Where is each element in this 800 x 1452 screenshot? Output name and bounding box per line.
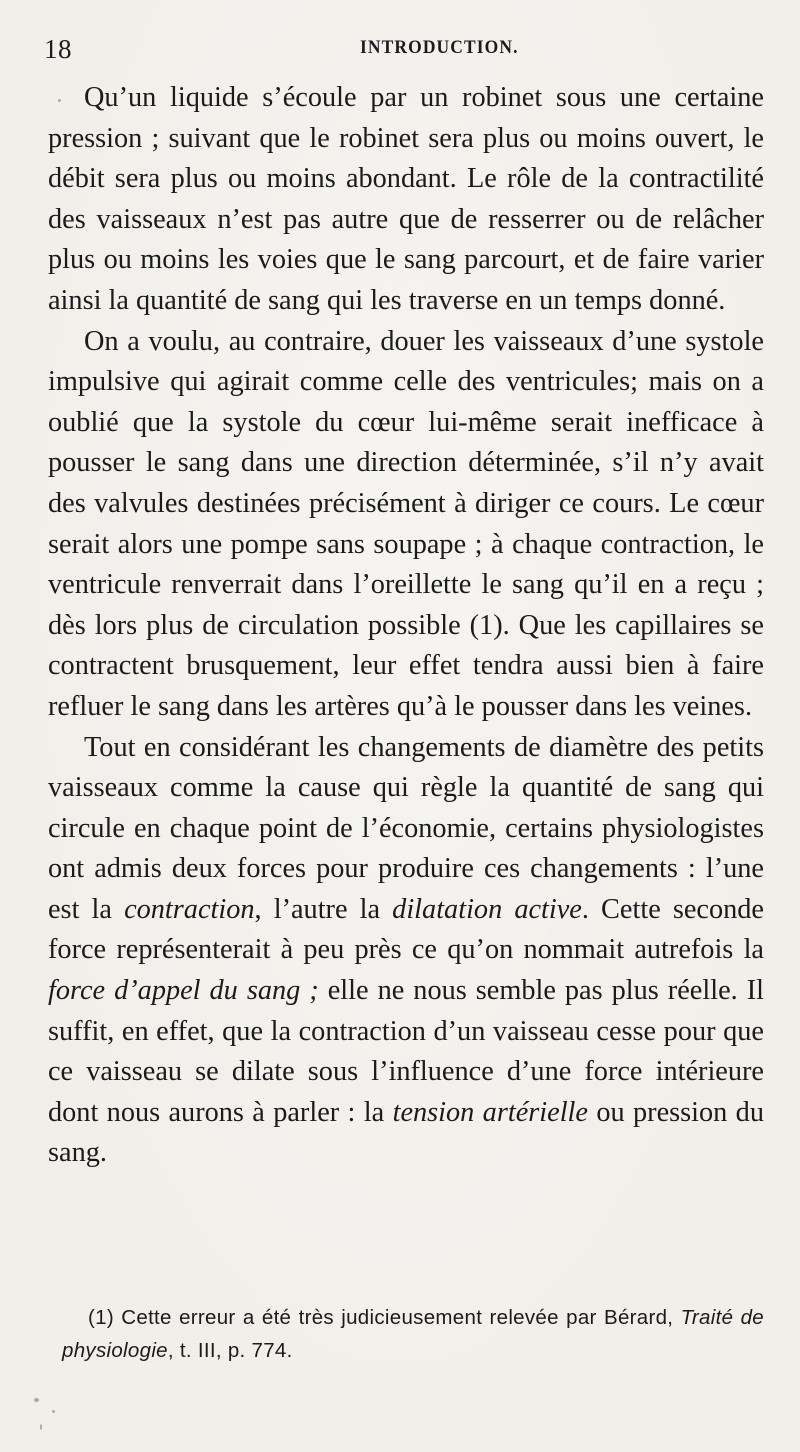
italic-term-contraction: contraction [124, 893, 255, 925]
text-segment: Tout en considérant les changements de diamètre des petits vaisseaux comme la cause qui règle la quantité de sang qui circule en chaque point de l’économie, certains physiologistes ont admis deux forces pour produire ces changements : l’une est la [48, 731, 764, 925]
text-segment: . Cette seconde force représenterait à peu près ce qu’on nommait autrefois la [48, 893, 764, 966]
running-head: INTRODUCTION. [360, 37, 519, 58]
paragraph [48, 322, 764, 728]
footnote-text: , t. III, p. 774. [167, 1339, 293, 1362]
paragraph [48, 728, 764, 1175]
text-segment: ou pression du sang. [48, 1096, 764, 1169]
paper-speck [34, 1398, 39, 1402]
paper-speck [40, 1424, 42, 1430]
text-segment: elle ne nous semble pas plus réelle. Il suffit, en effet, que la contraction d’un vaisseau cesse pour que ce vaisseau se dilate sous l’influence d’une force intérieure dont nous aurons à parler : la [48, 975, 764, 1128]
text-segment: On a voulu, au contraire, douer les vaisseaux d’une systole impulsive qui agirait comme celle des ventricules; mais on a oublié que la systole du cœur lui-même serait inefficace à pousser le sang dans une direction déterminée, s’il n’y avait des valvules destinées précisément à diriger ce cours. Le cœur serait alors une pompe sans soupape ; à chaque contraction, le ventricule renverrait dans l’oreillette le sang qu’il en a reçu ; dès lors plus de circulation possible (1). Que les capillaires se contractent brusquement, leur effet tendra aussi bien à faire refluer le sang dans les artères qu’à le pousser dans les veines. [48, 325, 764, 722]
text-segment: Qu’un liquide s’écoule par un robinet sous une certaine pression ; suivant que le robinet sera plus ou moins ouvert, le débit sera plus ou moins abondant. Le rôle de la contractilité des vaisseaux n’est pas autre que de resserrer ou de relâcher plus ou moins les voies que le sang parcourt, et de faire varier ainsi la quantité de sang qui les traverse en un temps donné. [48, 82, 764, 316]
footnote-book-title: Traité de physiologie [62, 1306, 764, 1362]
page-number: 18 [44, 34, 72, 64]
body-text [48, 78, 764, 1174]
paragraph [48, 78, 764, 322]
page-header [44, 34, 760, 64]
footnote [62, 1301, 764, 1367]
text-segment: , l’autre la [254, 893, 393, 925]
italic-term-tension-arterielle: tension artérielle [392, 1096, 588, 1128]
footnote-text: (1) Cette erreur a été très judicieusement relevée par Bérard, [88, 1306, 681, 1329]
paper-speck [58, 99, 61, 102]
italic-term-force-appel: force d’appel du sang ; [48, 975, 319, 1007]
italic-term-dilatation-active: dilatation active [392, 893, 582, 925]
paper-speck [52, 1410, 55, 1413]
